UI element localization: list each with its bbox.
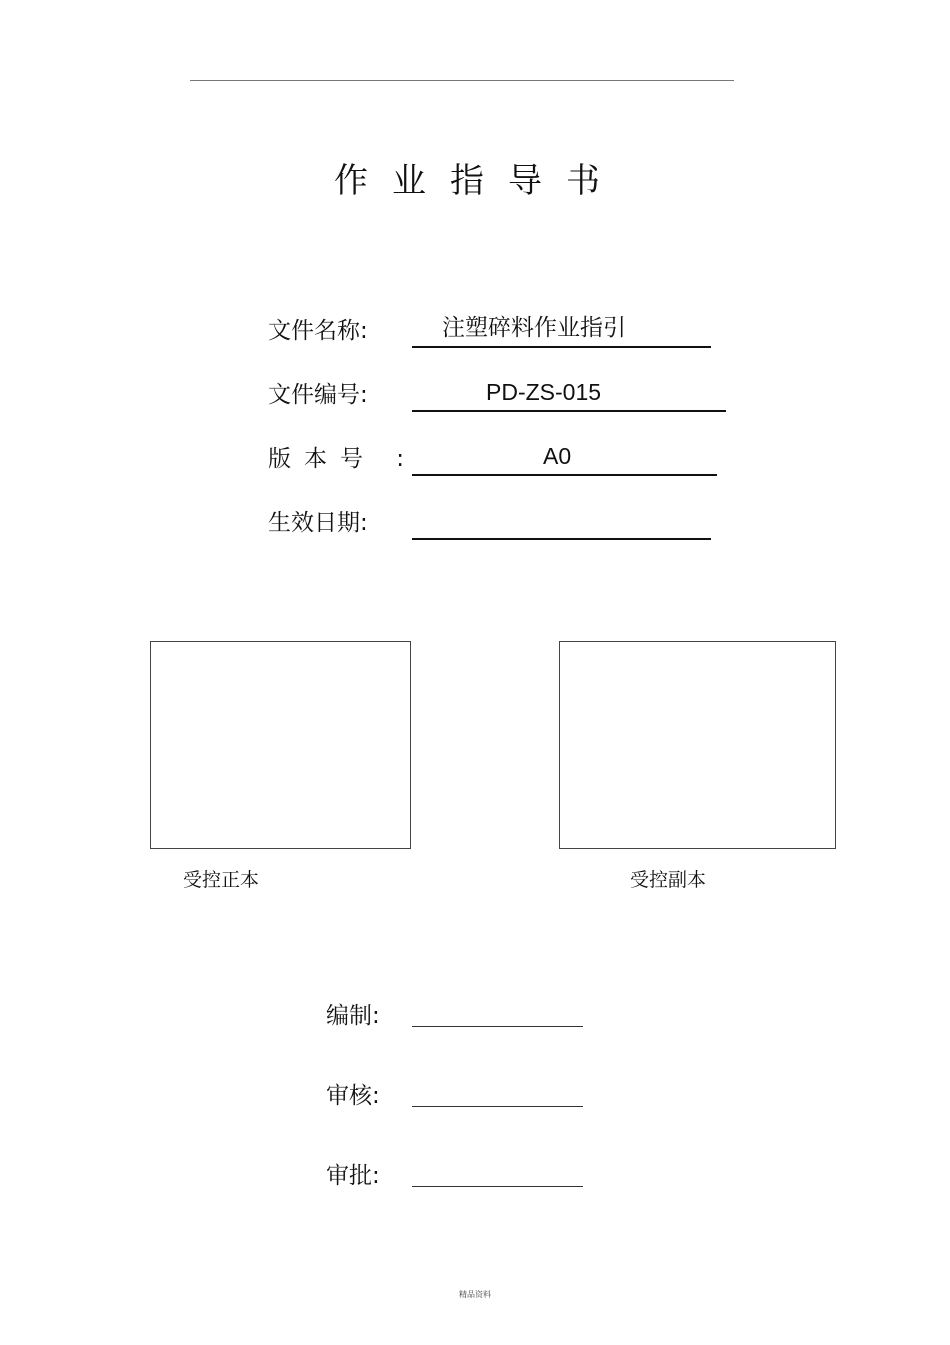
reviewed-signature-line [412, 1106, 583, 1107]
effective-date-value [412, 502, 711, 540]
approved-label: 审批: [326, 1163, 380, 1189]
controlled-original-caption: 受控正本 [183, 869, 260, 891]
version-value: A0 [412, 438, 717, 476]
prepared-signature-line [412, 1026, 583, 1027]
file-number-label: 文件编号: [268, 382, 368, 408]
file-name-value: 注塑碎料作业指引 [412, 310, 711, 348]
top-divider-line [190, 80, 734, 81]
footer-note: 精品资料 [459, 1290, 491, 1299]
effective-date-label: 生效日期: [268, 510, 368, 536]
controlled-copy-stamp-box [559, 641, 836, 849]
file-number-value: PD-ZS-015 [412, 374, 726, 412]
document-title: 作业指导书 [334, 161, 624, 201]
controlled-original-stamp-box [150, 641, 411, 849]
version-label: 版本号 : [268, 446, 418, 472]
approved-signature-line [412, 1186, 583, 1187]
reviewed-label: 审核: [326, 1083, 380, 1109]
file-name-label: 文件名称: [268, 318, 368, 344]
controlled-copy-caption: 受控副本 [630, 869, 707, 891]
prepared-label: 编制: [326, 1003, 380, 1029]
